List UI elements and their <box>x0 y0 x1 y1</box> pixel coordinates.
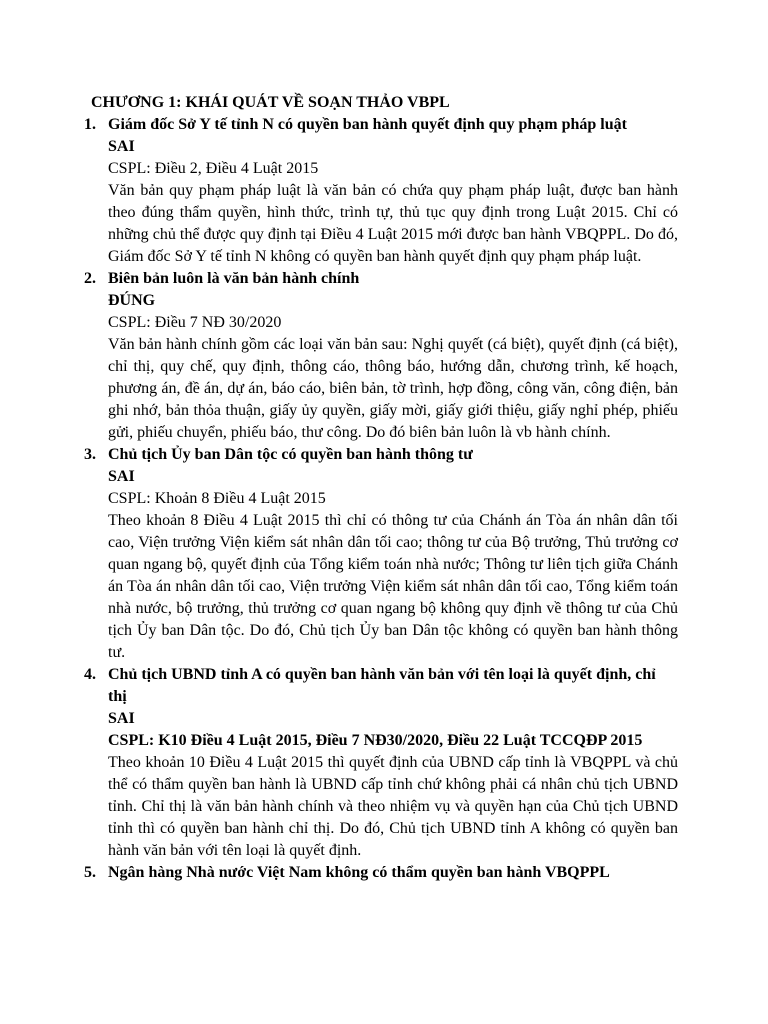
item-number: 3. <box>84 446 96 463</box>
item-number: 1. <box>84 116 96 133</box>
list-item <box>0 268 768 444</box>
item-number: 2. <box>84 270 96 287</box>
question-text: Giám đốc Sở Y tế tỉnh N có quyền ban hành quyết định quy phạm pháp luật <box>108 116 627 133</box>
question-text: Biên bản luôn là văn bản hành chính <box>108 270 360 287</box>
legal-basis: CSPL: Khoản 8 Điều 4 Luật 2015 <box>108 490 326 507</box>
item-number: 4. <box>84 666 96 683</box>
explanation-text: Văn bản quy phạm pháp luật là văn bản có chứa quy phạm pháp luật, được ban hành theo đúng thẩm quyền, hình thức, trình tự, thủ tục quy định trong Luật 2015. Chỉ có những chủ thể được quy định tại Điều 4 Luật 2015 mới được ban hành VBQPPL. Do đó, Giám đốc Sở Y tế tỉnh N không có quyền ban hành quyết định quy phạm pháp luật. <box>108 182 678 265</box>
answer-verdict: SAI <box>108 138 135 155</box>
legal-basis: CSPL: K10 Điều 4 Luật 2015, Điều 7 NĐ30/2020, Điều 22 Luật TCCQĐP 2015 <box>108 732 643 749</box>
legal-basis: CSPL: Điều 2, Điều 4 Luật 2015 <box>108 160 319 177</box>
question-list <box>0 114 768 884</box>
answer-verdict: SAI <box>108 710 135 727</box>
legal-basis: CSPL: Điều 7 NĐ 30/2020 <box>108 314 282 331</box>
explanation-text: Theo khoản 8 Điều 4 Luật 2015 thì chỉ có thông tư của Chánh án Tòa án nhân dân tối cao, Viện trưởng Viện kiểm sát nhân dân tối cao; thông tư của Bộ trưởng, Thủ trưởng cơ quan ngang bộ, quyết định của Tổng kiểm toán nhà nước; Thông tư liên tịch giữa Chánh án Tòa án nhân dân tối cao, Viện trưởng Viện kiểm sát nhân dân tối cao, Tổng kiểm toán nhà nước, bộ trưởng, thủ trưởng cơ quan ngang bộ không quy định về thông tư của Chủ tịch Ủy ban Dân tộc. Do đó, Chủ tịch Ủy ban Dân tộc không có quyền ban hành thông tư. <box>108 512 678 661</box>
question-text: Chủ tịch UBND tỉnh A có quyền ban hành văn bản với tên loại là quyết định, chỉ thị <box>108 666 656 705</box>
item-number: 5. <box>84 864 96 881</box>
list-item <box>0 664 768 862</box>
answer-verdict: SAI <box>108 468 135 485</box>
chapter-title: CHƯƠNG 1: KHÁI QUÁT VỀ SOẠN THẢO VBPL <box>91 94 450 111</box>
list-item <box>0 114 768 268</box>
list-item <box>0 444 768 664</box>
question-text: Chủ tịch Ủy ban Dân tộc có quyền ban hành thông tư <box>108 446 473 463</box>
explanation-text: Theo khoản 10 Điều 4 Luật 2015 thì quyết định của UBND cấp tỉnh là VBQPPL và chủ thể có thẩm quyền ban hành là UBND cấp tỉnh chứ không phải cá nhân chủ tịch UBND tỉnh. Chỉ thị là văn bản hành chính và theo nhiệm vụ và quyền hạn của Chủ tịch UBND tỉnh thì có quyền ban hành chỉ thị. Do đó, Chủ tịch UBND tỉnh A không có quyền ban hành văn bản với tên loại là quyết định. <box>108 754 678 859</box>
answer-verdict: ĐÚNG <box>108 292 156 309</box>
explanation-text: Văn bản hành chính gồm các loại văn bản sau: Nghị quyết (cá biệt), quyết định (cá biệt), chỉ thị, quy chế, quy định, thông cáo, thông báo, hướng dẫn, chương trình, kế hoạch, phương án, đề án, dự án, báo cáo, biên bản, tờ trình, hợp đồng, công văn, công điện, bản ghi nhớ, bản thỏa thuận, giấy ủy quyền, giấy mời, giấy giới thiệu, giấy nghỉ phép, phiếu gửi, phiếu chuyển, phiếu báo, thư công. Do đó biên bản luôn là vb hành chính. <box>108 336 678 441</box>
list-item <box>0 862 768 884</box>
question-text: Ngân hàng Nhà nước Việt Nam không có thẩm quyền ban hành VBQPPL <box>108 864 610 881</box>
